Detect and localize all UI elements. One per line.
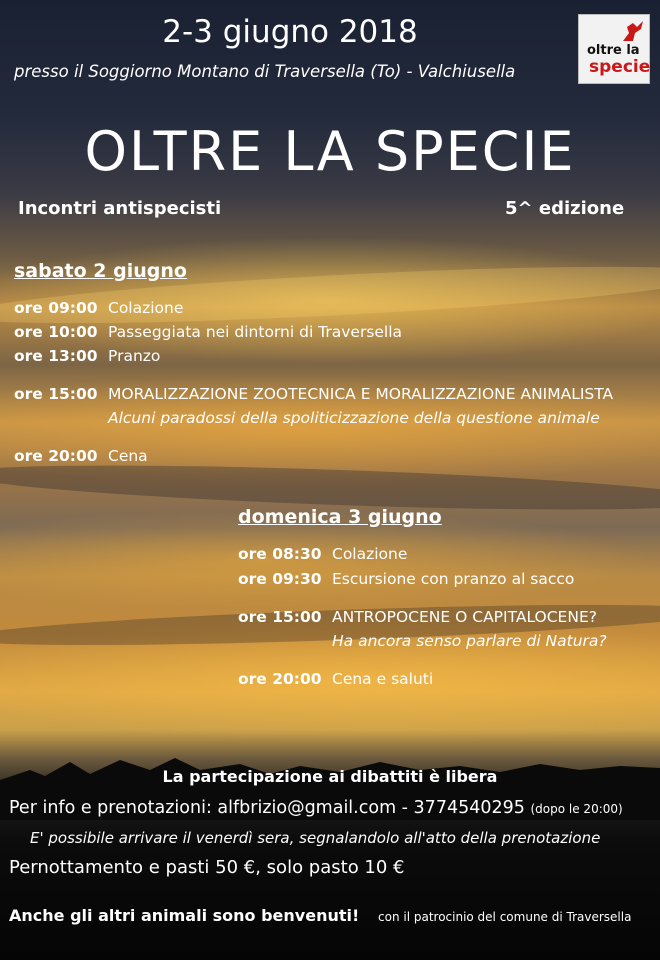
schedule-time: ore 20:00 [238,670,322,688]
contact-time-note: (dopo le 20:00) [530,802,623,816]
poster-subtitle: Incontri antispecisti [18,198,222,219]
schedule-item [238,608,597,626]
schedule-item [14,299,183,317]
patronage-note: con il patrocinio del comune di Traversella [378,910,632,924]
schedule-time: ore 08:30 [238,545,322,563]
schedule-activity: Colazione [108,299,184,317]
schedule-note: Alcuni paradossi della spoliticizzazione della questione animale [108,409,600,427]
schedule-time: ore 20:00 [14,447,98,465]
schedule-activity: Passeggiata nei dintorni di Traversella [108,323,403,341]
poster-title: OLTRE LA SPECIE [84,120,576,183]
logo-text-line1: oltre la [587,43,640,58]
schedule-activity: Pranzo [108,347,161,365]
event-location: presso il Soggiorno Montano di Traversella (To) - Valchiusella [14,62,516,81]
schedule-time: ore 09:30 [238,570,322,588]
schedule-item [14,385,613,403]
schedule-activity: Cena [108,447,148,465]
schedule-note: Ha ancora senso parlare di Natura? [332,632,607,650]
schedule-time: ore 10:00 [14,323,98,341]
animals-welcome: Anche gli altri animali sono benvenuti! [9,906,360,925]
schedule-activity: Colazione [332,545,408,563]
arrival-note: E' possibile arrivare il venerdì sera, segnalandolo all'atto della prenotazione [30,829,601,847]
schedule-item [238,545,407,563]
participation-notice: La partecipazione ai dibattiti è libera [162,767,498,786]
saturday-heading: sabato 2 giugno [14,260,187,282]
schedule-item [238,670,433,688]
schedule-item [14,347,160,365]
schedule-activity: Escursione con pranzo al sacco [332,570,575,588]
schedule-activity: ANTROPOCENE O CAPITALOCENE? [332,608,597,626]
schedule-time: ore 15:00 [238,608,322,626]
oltre-la-specie-logo [578,14,650,84]
schedule-time: ore 15:00 [14,385,98,403]
price-info: Pernottamento e pasti 50 €, solo pasto 10 € [9,857,405,878]
edition-label: 5^ edizione [505,198,625,219]
schedule-time: ore 13:00 [14,347,98,365]
schedule-time: ore 09:00 [14,299,98,317]
schedule-activity: Cena e saluti [332,670,434,688]
schedule-item [14,447,148,465]
contact-text: Per info e prenotazioni: alfbrizio@gmail.com - 3774540295 [9,798,525,818]
schedule-item [238,570,574,588]
event-date: 2-3 giugno 2018 [162,14,418,50]
logo-text-line2: specie [589,57,651,77]
contact-info [9,798,623,818]
animal-icon [619,19,647,45]
schedule-item [14,323,402,341]
schedule-activity: MORALIZZAZIONE ZOOTECNICA E MORALIZZAZIONE ANIMALISTA [108,385,614,403]
sunday-heading: domenica 3 giugno [238,506,442,528]
